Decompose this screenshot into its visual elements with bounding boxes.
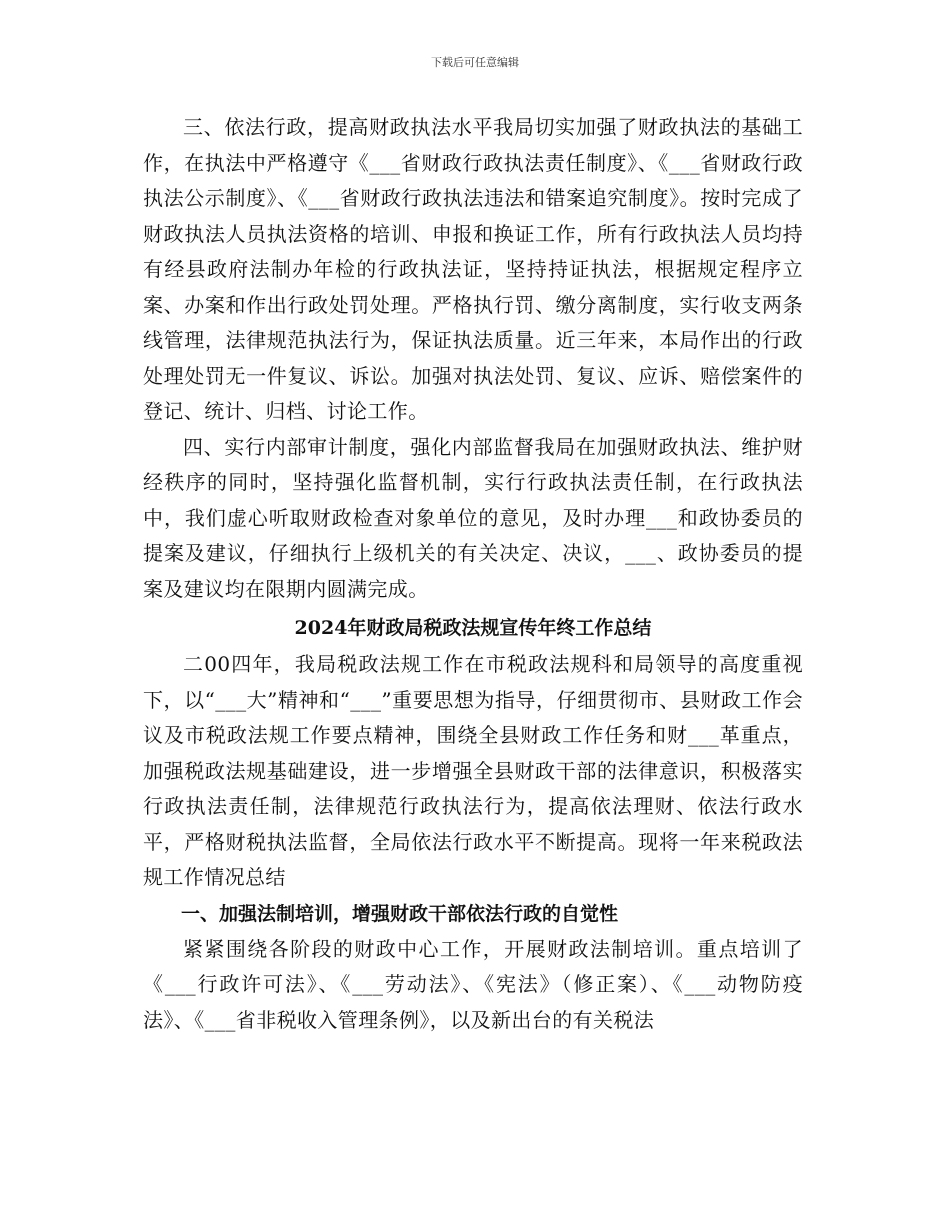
paragraph-section-three: 三、依法行政，提高财政执法水平我局切实加强了财政执法的基础工作，在执法中严格遵守《___省财政行政执法责任制度》、《___省财政行政执法公示制度》、《___省财政行政执法违法和错案追究制度》。按时完成了财政执法人员执法资格的培训、申报和换证工作，所有行政执法人员均持有经县政府法制办年检的行政执法证，坚持持证执法，根据规定程序立案、办案和作出行政处罚处理。严格执行罚、缴分离制度，实行收支两条线管理，法律规范执法行为，保证执法质量。近三年来，本局作出的行政处理处罚无一件复议、诉讼。加强对执法处罚、复议、应诉、赔偿案件的登记、统计、归档、讨论工作。	[143, 115, 803, 423]
paragraph-training: 紧紧围绕各阶段的财政中心工作，开展财政法制培训。重点培训了《___行政许可法》、《___劳动法》、《宪法》（修正案）、《___动物防疫法》、《___省非税收入管理条例》，以及新出台的有关税法	[143, 936, 803, 1032]
paragraph-intro: 二00四年，我局税政法规工作在市税政法规科和局领导的高度重视下，以“___大”精神和“___”重要思想为指导，仔细贯彻市、县财政工作会议及市税政法规工作要点精神，围绕全县财政工作任务和财___革重点，加强税政法规基础建设，进一步增强全县财政干部的法律意识，积极落实行政执法责任制，法律规范行政执法行为，提高依法理财、依法行政水平，严格财税执法监督，全局依法行政水平不断提高。现将一年来税政法规工作情况总结	[143, 652, 803, 889]
section-heading: 一、加强法制培训，增强财政干部依法行政的自觉性	[181, 902, 619, 925]
header-note: 下载后可任意编辑	[431, 56, 519, 69]
document-body	[143, 110, 803, 1038]
paragraph-section-four: 四、实行内部审计制度，强化内部监督我局在加强财政执法、维护财经秩序的同时，坚持强化监督机制，实行行政执法责任制，在行政执法中，我们虚心听取财政检查对象单位的意见，及时办理___和政协委员的提案及建议，仔细执行上级机关的有关决定、决议，___、政协委员的提案及建议均在限期内圆满完成。	[143, 434, 803, 601]
document-title: 2024年财政局税政法规宣传年终工作总结	[294, 617, 652, 639]
